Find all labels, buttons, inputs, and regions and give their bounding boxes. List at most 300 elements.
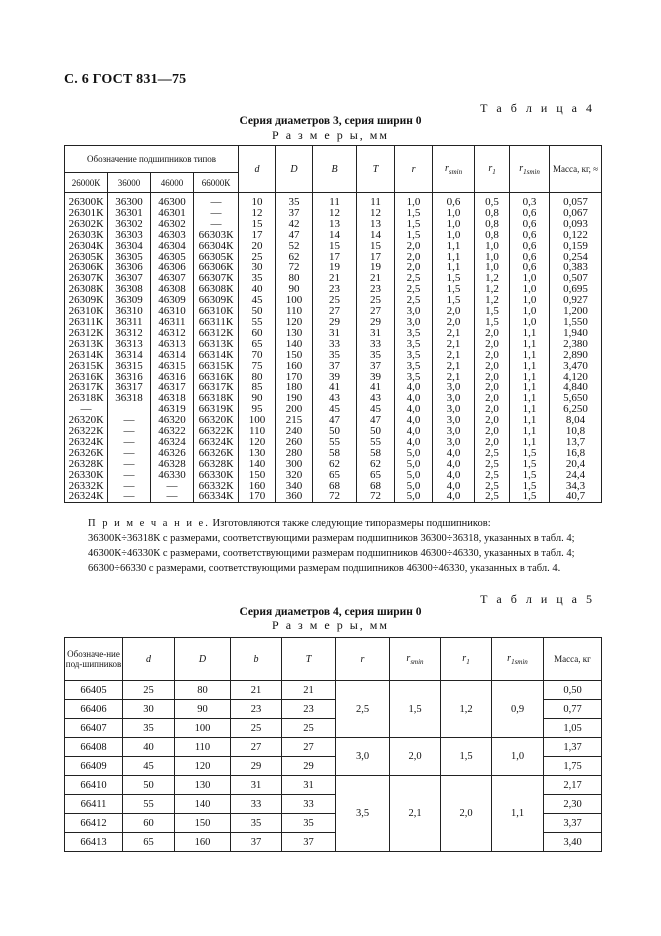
table-cell: 1,200: [550, 306, 602, 317]
table-cell: 72: [313, 491, 357, 502]
table-cell: 11: [313, 193, 357, 208]
table-cell: 1,940: [550, 328, 602, 339]
table-cell: 66314К: [194, 350, 239, 361]
col-header-d: d: [123, 638, 175, 681]
table-cell: 36312: [108, 328, 151, 339]
col-header-rsmin: $r_{smin}$: [390, 638, 441, 681]
table-cell: 0,122: [550, 230, 602, 241]
table-cell: 2,5: [475, 491, 510, 502]
note-line2: 46300К÷46330К с размерами, соответствующими размерам подшипников 46300÷46330, указанных в табл. 4;: [88, 548, 575, 559]
table-cell: 4,0: [395, 437, 433, 448]
table-cell: 40: [239, 284, 276, 295]
table-cell: 2,5: [475, 459, 510, 470]
table-cell: 46310: [151, 306, 194, 317]
table-cell-designation: 66413: [65, 833, 123, 852]
table-cell: 25: [313, 295, 357, 306]
table-cell: 0,3: [510, 193, 550, 208]
table-cell: 46301: [151, 208, 194, 219]
table-cell: 2,5: [475, 470, 510, 481]
table-cell: 46326: [151, 448, 194, 459]
table-cell: 31: [313, 328, 357, 339]
table-cell: 340: [276, 481, 313, 492]
table-cell: 46309: [151, 295, 194, 306]
col-header-r1smin: $r_{1smin}$: [510, 146, 550, 193]
table-cell: 4,0: [433, 448, 475, 459]
table-cell: 1,0: [475, 241, 510, 252]
table-cell: 6,250: [550, 404, 602, 415]
table-cell: 5,0: [395, 459, 433, 470]
table5-sizes-label: Р а з м е р ы, мм: [272, 618, 389, 632]
table-row: [65, 491, 602, 502]
table-cell: 1,5: [510, 481, 550, 492]
table-cell: 52: [276, 241, 313, 252]
table-row: [65, 350, 602, 361]
table-cell: 240: [276, 426, 313, 437]
table-cell-D: 130: [175, 776, 231, 795]
table-cell-designation: 66411: [65, 795, 123, 814]
table-cell: 1,5: [395, 208, 433, 219]
table-cell: 29: [357, 317, 395, 328]
table4-sizes-label: Р а з м е р ы, мм: [272, 128, 389, 142]
table-cell-rsmin: 2,1: [390, 776, 441, 852]
table-cell: 1,1: [510, 372, 550, 383]
table-cell: 320: [276, 470, 313, 481]
type-header-66000: 66000К: [194, 173, 239, 193]
table-cell: 27: [357, 306, 395, 317]
table-cell: 36306: [108, 262, 151, 273]
table-cell: 26307К: [65, 273, 108, 284]
table-cell: 26317К: [65, 382, 108, 393]
table-cell: 0,6: [510, 241, 550, 252]
table-cell: 4,0: [395, 426, 433, 437]
table-cell: 1,1: [510, 361, 550, 372]
table-cell-designation: 66412: [65, 814, 123, 833]
table-cell: 1,1: [433, 241, 475, 252]
table-cell: 80: [276, 273, 313, 284]
table-cell-T: 31: [282, 776, 336, 795]
table-cell: 36313: [108, 339, 151, 350]
table-cell: 1,5: [510, 491, 550, 502]
table-cell: 50: [239, 306, 276, 317]
table-cell: 66330К: [194, 470, 239, 481]
table-cell: 140: [276, 339, 313, 350]
table-cell: 2,5: [395, 295, 433, 306]
table-cell: 26315К: [65, 361, 108, 372]
table-cell: 66324К: [194, 437, 239, 448]
table-cell-b: 25: [231, 719, 282, 738]
table-cell: 1,1: [433, 262, 475, 273]
table-cell: 1,550: [550, 317, 602, 328]
table4: [64, 145, 602, 503]
table-cell: 1,1: [510, 339, 550, 350]
table-cell: —: [151, 491, 194, 502]
table-cell: 17: [239, 230, 276, 241]
table-cell: 3,0: [395, 317, 433, 328]
table-cell: 36303: [108, 230, 151, 241]
table-cell: 85: [239, 382, 276, 393]
table-cell: 35: [357, 350, 395, 361]
table-cell: 160: [276, 361, 313, 372]
table-cell-T: 25: [282, 719, 336, 738]
table-cell: 31: [357, 328, 395, 339]
table-cell: 46319: [151, 404, 194, 415]
table-cell: 66304К: [194, 241, 239, 252]
table-cell: 66305К: [194, 252, 239, 263]
table-cell: 2,0: [475, 361, 510, 372]
table-cell: 1,2: [475, 284, 510, 295]
table-cell: 36307: [108, 273, 151, 284]
col-header-designation: Обозначе-ние под-шипников: [65, 638, 123, 681]
table-cell: 75: [239, 361, 276, 372]
col-header-T: T: [357, 146, 395, 193]
table-cell: 66307К: [194, 273, 239, 284]
table-cell-d: 35: [123, 719, 175, 738]
table-cell: 110: [276, 306, 313, 317]
table-cell-b: 21: [231, 681, 282, 700]
table-cell-mass: 3,40: [544, 833, 602, 852]
table-cell: 2,0: [475, 372, 510, 383]
table-cell: 150: [239, 470, 276, 481]
table-cell: 39: [357, 372, 395, 383]
table-cell: 4,840: [550, 382, 602, 393]
table-cell: 34,3: [550, 481, 602, 492]
table-cell: 2,1: [433, 350, 475, 361]
table-cell: —: [108, 426, 151, 437]
table-cell: 130: [276, 328, 313, 339]
table-row: [65, 241, 602, 252]
table-cell: 46305: [151, 252, 194, 263]
table-cell: 0,6: [510, 208, 550, 219]
designation-header: Обозначение подшипников типов: [65, 146, 239, 173]
table-cell: 0,6: [510, 252, 550, 263]
table-cell: 120: [239, 437, 276, 448]
table-cell: 46303: [151, 230, 194, 241]
table-cell: 190: [276, 393, 313, 404]
table-cell: 100: [276, 295, 313, 306]
table-cell: 36300: [108, 193, 151, 208]
table-cell: 1,5: [510, 470, 550, 481]
table-cell: 10: [239, 193, 276, 208]
table-cell: 33: [357, 339, 395, 350]
table-cell: 26324К: [65, 491, 108, 502]
table-cell: 0,5: [475, 193, 510, 208]
table-cell: 55: [313, 437, 357, 448]
table-cell: 66308К: [194, 284, 239, 295]
table-cell: 2,1: [433, 339, 475, 350]
table-cell: 2,5: [395, 273, 433, 284]
table-cell: 150: [276, 350, 313, 361]
table-cell: 26332К: [65, 481, 108, 492]
table-cell: 60: [239, 328, 276, 339]
table-cell-r1: 1,2: [441, 681, 492, 738]
table-cell: 1,1: [510, 350, 550, 361]
table-cell: 20: [239, 241, 276, 252]
page-header: С. 6 ГОСТ 831—75: [64, 72, 187, 87]
table-cell: 3,5: [395, 372, 433, 383]
table-cell: 26311К: [65, 317, 108, 328]
table-cell: 66334К: [194, 491, 239, 502]
table-cell: 1,2: [475, 295, 510, 306]
table-cell: 43: [313, 393, 357, 404]
table-cell: 36309: [108, 295, 151, 306]
table-cell: 26322К: [65, 426, 108, 437]
table-cell: 41: [313, 382, 357, 393]
table-cell: 66311К: [194, 317, 239, 328]
table-cell: 1,1: [510, 426, 550, 437]
table-cell: 46316: [151, 372, 194, 383]
table-cell: 260: [276, 437, 313, 448]
table-cell: 5,0: [395, 491, 433, 502]
table-cell-T: 29: [282, 757, 336, 776]
table-cell: 0,8: [475, 230, 510, 241]
table-cell-rsmin: 1,5: [390, 681, 441, 738]
table-cell: 10,8: [550, 426, 602, 437]
table-cell: 36318: [108, 393, 151, 404]
table-cell-mass: 0,50: [544, 681, 602, 700]
table-cell: 17: [313, 252, 357, 263]
table5: [64, 637, 602, 852]
table4-label: Т а б л и ц а 4: [480, 101, 595, 115]
table-cell: 46312: [151, 328, 194, 339]
table-cell: 26324К: [65, 437, 108, 448]
table-cell: 8,04: [550, 415, 602, 426]
table-cell-r: 2,5: [336, 681, 390, 738]
table-cell: 2,0: [433, 317, 475, 328]
table-cell-D: 160: [175, 833, 231, 852]
table-cell-mass: 2,30: [544, 795, 602, 814]
table-cell: 65: [357, 470, 395, 481]
table-cell: 0,093: [550, 219, 602, 230]
table-cell: 5,0: [395, 470, 433, 481]
table-cell: 36302: [108, 219, 151, 230]
table-cell-designation: 66406: [65, 700, 123, 719]
table4-series-title: Серия диаметров 3, серия ширин 0: [239, 115, 422, 127]
table-cell: 1,0: [510, 295, 550, 306]
table-cell-mass: 0,77: [544, 700, 602, 719]
table-cell: 41: [357, 382, 395, 393]
table-cell: 4,0: [433, 470, 475, 481]
table-cell: 20,4: [550, 459, 602, 470]
table-cell: 27: [313, 306, 357, 317]
col-header-mass: Масса, кг, ≈: [550, 146, 602, 193]
table-cell: 15: [313, 241, 357, 252]
table-cell: 1,1: [510, 328, 550, 339]
col-header-r: r: [336, 638, 390, 681]
table-cell-b: 23: [231, 700, 282, 719]
table-cell: 3,5: [395, 350, 433, 361]
table-cell: 26303К: [65, 230, 108, 241]
table-cell: 2,0: [475, 437, 510, 448]
col-header-T: T: [282, 638, 336, 681]
table-cell-T: 23: [282, 700, 336, 719]
table-cell: 5,0: [395, 448, 433, 459]
table-cell-mass: 2,17: [544, 776, 602, 795]
table-cell: 80: [239, 372, 276, 383]
table-cell: 33: [313, 339, 357, 350]
table-cell: 4,0: [395, 382, 433, 393]
table-cell: 0,383: [550, 262, 602, 273]
table-cell-designation: 66405: [65, 681, 123, 700]
table-cell: 24,4: [550, 470, 602, 481]
table-cell-D: 110: [175, 738, 231, 757]
table-cell: 1,0: [475, 252, 510, 263]
table-cell: 2,0: [475, 415, 510, 426]
table-cell-d: 40: [123, 738, 175, 757]
table-cell: 2,0: [475, 339, 510, 350]
table-cell-D: 100: [175, 719, 231, 738]
col-header-B: B: [313, 146, 357, 193]
table-cell: 26300К: [65, 193, 108, 208]
table-cell: 66303К: [194, 230, 239, 241]
table-cell: 36316: [108, 372, 151, 383]
table-cell: 0,254: [550, 252, 602, 263]
table-cell: 26328К: [65, 459, 108, 470]
table-cell: 2,5: [475, 448, 510, 459]
col-header-r1: $r_1$: [441, 638, 492, 681]
table-cell: 46302: [151, 219, 194, 230]
table-cell: 1,0: [395, 193, 433, 208]
table-cell: 66319К: [194, 404, 239, 415]
table-cell: 3,5: [395, 361, 433, 372]
note: [64, 516, 601, 576]
table-cell: 5,650: [550, 393, 602, 404]
table-cell: 65: [313, 470, 357, 481]
table-cell: 0,057: [550, 193, 602, 208]
table-cell: 45: [357, 404, 395, 415]
table-cell: 45: [313, 404, 357, 415]
table-cell: 130: [239, 448, 276, 459]
table-cell: 3,0: [433, 393, 475, 404]
table-cell: 0,507: [550, 273, 602, 284]
table-cell: 66332К: [194, 481, 239, 492]
table-cell: 46313: [151, 339, 194, 350]
table-row: [65, 361, 602, 372]
table-cell: —: [108, 459, 151, 470]
table-cell: 23: [357, 284, 395, 295]
table-cell: 13,7: [550, 437, 602, 448]
table-cell: 36308: [108, 284, 151, 295]
table-cell-T: 35: [282, 814, 336, 833]
table-cell: 160: [239, 481, 276, 492]
table-cell: 0,6: [510, 262, 550, 273]
col-header-r1: $r_1$: [475, 146, 510, 193]
table-cell: 62: [313, 459, 357, 470]
table-cell: 37: [313, 361, 357, 372]
table-cell-r: 3,0: [336, 738, 390, 776]
table-cell: 66310К: [194, 306, 239, 317]
table-cell: 26316К: [65, 372, 108, 383]
table-cell: 100: [239, 415, 276, 426]
table-cell: 3,5: [395, 328, 433, 339]
table-cell: 36304: [108, 241, 151, 252]
table-cell: 1,1: [510, 415, 550, 426]
table-cell: 15: [239, 219, 276, 230]
type-header-46000: 46000: [151, 173, 194, 193]
table-cell: 13: [313, 219, 357, 230]
table-cell: 21: [313, 273, 357, 284]
table-cell: 2,0: [433, 306, 475, 317]
table-cell: 72: [357, 491, 395, 502]
table-cell: 21: [357, 273, 395, 284]
table-cell: 2,0: [395, 262, 433, 273]
table-cell: 90: [239, 393, 276, 404]
table-cell: 26306К: [65, 262, 108, 273]
table-cell: —: [108, 481, 151, 492]
table-cell: 26304К: [65, 241, 108, 252]
table-cell-T: 33: [282, 795, 336, 814]
table-cell: 1,5: [433, 284, 475, 295]
table-cell: 26305К: [65, 252, 108, 263]
table-cell-d: 50: [123, 776, 175, 795]
table-cell-b: 37: [231, 833, 282, 852]
table-cell: —: [194, 208, 239, 219]
table-cell: 300: [276, 459, 313, 470]
table-cell: 47: [357, 415, 395, 426]
table-cell: —: [65, 404, 108, 415]
table-cell: 23: [313, 284, 357, 295]
table-cell: 2,0: [395, 252, 433, 263]
table-cell: 120: [276, 317, 313, 328]
table-cell: 19: [313, 262, 357, 273]
table-cell-rsmin: 2,0: [390, 738, 441, 776]
table-row: [65, 776, 602, 795]
table-cell-designation: 66410: [65, 776, 123, 795]
table-cell: 46306: [151, 262, 194, 273]
type-header-36000: 36000: [108, 173, 151, 193]
table-cell-r1smin: 1,0: [492, 738, 544, 776]
table-cell: 26318К: [65, 393, 108, 404]
table-cell: 0,8: [475, 208, 510, 219]
table-cell: —: [108, 491, 151, 502]
table-cell-designation: 66408: [65, 738, 123, 757]
table-cell: 5,0: [395, 481, 433, 492]
col-header-b: b: [231, 638, 282, 681]
table-cell: 180: [276, 382, 313, 393]
table-cell-designation: 66407: [65, 719, 123, 738]
table-cell: 0,159: [550, 241, 602, 252]
table-cell-mass: 1,75: [544, 757, 602, 776]
table-cell-D: 150: [175, 814, 231, 833]
table-cell: 46318: [151, 393, 194, 404]
table-cell: 3,0: [433, 426, 475, 437]
table-cell: 3,0: [395, 306, 433, 317]
table-cell-designation: 66409: [65, 757, 123, 776]
table-cell: 1,0: [475, 262, 510, 273]
table-cell: 26310К: [65, 306, 108, 317]
table-cell: 16,8: [550, 448, 602, 459]
table-cell: 35: [239, 273, 276, 284]
table-cell: 12: [313, 208, 357, 219]
table-cell-mass: 1,37: [544, 738, 602, 757]
table-cell: 110: [239, 426, 276, 437]
table-cell: 4,0: [395, 393, 433, 404]
table-cell: 4,0: [395, 404, 433, 415]
col-header-D: D: [276, 146, 313, 193]
table-cell: 65: [239, 339, 276, 350]
table-cell: 2,0: [475, 393, 510, 404]
table-cell: 1,1: [510, 437, 550, 448]
table-cell-b: 33: [231, 795, 282, 814]
table-cell-D: 90: [175, 700, 231, 719]
table-cell: 1,5: [395, 219, 433, 230]
table-cell: 25: [239, 252, 276, 263]
table-cell: 62: [357, 459, 395, 470]
table-row: [65, 681, 602, 700]
table-cell: 66320К: [194, 415, 239, 426]
table-cell: 39: [313, 372, 357, 383]
table-cell-D: 140: [175, 795, 231, 814]
table-cell-mass: 1,05: [544, 719, 602, 738]
